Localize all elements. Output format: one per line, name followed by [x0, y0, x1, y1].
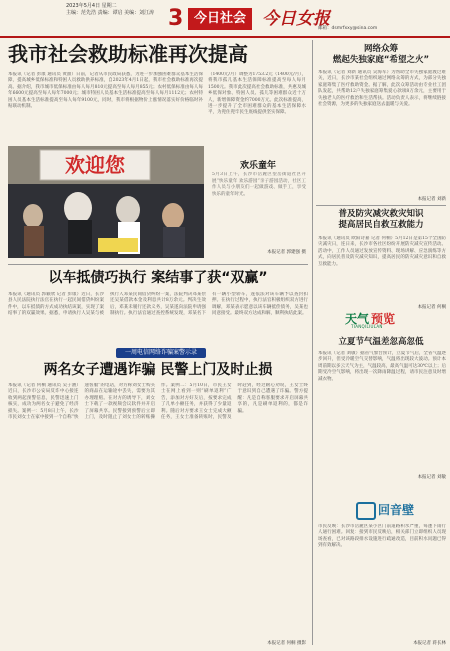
header-editors: 主编：范先浩 责编：谭启 美编：刘江涛 [66, 10, 155, 16]
echo-wall-text: 回音壁 [378, 503, 415, 517]
weather-byline: 本报记者 刘敏 [417, 475, 446, 480]
story2-headline: 以车抵债巧执行 案结事了获“双赢” [48, 270, 268, 286]
story3-headline: 两名女子遭遇诈骗 民警上门及时止损 [43, 362, 273, 378]
event-photo [8, 146, 204, 258]
weather-logo-part1: 天气 [345, 312, 370, 326]
weather-logo-part2: 预览 [371, 312, 396, 326]
right-story-a-byline: 本报记者 刘新 [417, 197, 446, 202]
echo-wall-icon [356, 502, 376, 520]
weather-logo [345, 310, 425, 332]
echo-wall-byline: 本报记者 蒋长林 [413, 641, 446, 646]
story1-lead: 本报讯（记者 彭康 通讯员 黄甜）日前，记者从市民政局获悉，为进一步加强困难群众基本生活保障，提高城乡低保标准和特困人员救助供养标准，自2023年4月1日起，我市社会救助标准再次提高。据介绍，我市城市低保标准由每人每月810元提高至每人每月855元；农村低保标准由每人每年6600元提高至每人每年7000元；城市特困人员基本生活标准提高至每人每月1112元；农村特困人员基本生活标准提高至每人每年9100元，同时，我市将根据物价上涨情况落实好价格临时补贴联动机制。 [8, 72, 203, 110]
photo-caption-title: 欢乐童年 [239, 161, 276, 171]
weather-body: 本报讯（记者 刘敏）据省气象台预计，立夏节气后，全省气温逐步回升，但受冷暖空气交替影响，气温将出现较大波动。预计本周前期以多云天气为主，气温较高，最高气温可达30℃以上；后期受冷空气影响，将出现一次降雨降温过程，请市民注意及时增减衣物。 [318, 351, 446, 382]
right-story-b-byline: 本报记者 何桐 [417, 305, 446, 310]
divider-right-b [316, 205, 446, 206]
event-photo-illustration [8, 146, 204, 258]
right-story-b-title2: 提高居民自救互救能力 [338, 220, 424, 230]
right-story-b-body: 本报讯（通讯员 欧阳诗嘉 记者 何桐）5月12日是第15个全国防灾减灾日，连日来，长沙市各社区纷纷开展防灾减灾宣传活动。活动中，工作人员通过发放宣传资料、现场讲解、应急演练等方式，向居民普及防灾减灾知识，提高居民的防灾减灾意识和自救互救能力。 [318, 236, 446, 267]
welcome-sign-text: 欢迎您 [65, 153, 125, 177]
divider-story2 [8, 264, 308, 265]
weather-headline: 立夏节气温差忽高忽低 [338, 337, 424, 347]
page-number: 3 [168, 6, 184, 31]
right-story-b-title1: 普及防灾减灾救灾知识 [338, 209, 424, 219]
story3-byline: 本报记者 何桐 摄影 [267, 641, 306, 646]
story1-headline: 我市社会救助标准再次提高 [8, 42, 248, 66]
story1-col3: （1400元/月）调整为1753.2元（1400元/月），将我市孤儿基本生活保障标准提高至每人每月1500元。我市此次提高社会救助标准，共惠及城乡低保对象、特困人员、孤儿等困难群众近十万人，新增保障资金约7000万元。此次标准提高，进一步提升了全市困难群众的基本生活保障水平，为兜住兜牢民生底线提供坚实保障。 [208, 72, 306, 116]
right-story-a-title1: 网络众筹 [363, 44, 398, 54]
photo-credit: 本报记者 郭建强 摄 [267, 250, 306, 255]
weather-logo-en: TIANQILIULAN [351, 324, 383, 329]
story3-body: 本报讯（记者 何桐 通讯员 吴子涵）近日，长沙市公安局反诈中心接连收到两起预警信息，民警迅速上门核实，成功为两名女子避免了经济损失。案例一：5月8日上午，长沙市民刘女士在家中接到一个自称“快递客服”的电话，对方称刘女士购买的商品在运输途中丢失，需要为其办理理赔。在对方的诱导下，刘女士下载了一款视频会议软件并开启了屏幕共享。民警接到预警后立即上门，及时阻止了刘女士的转账操作。案例二：5月10日，市民王女士在网上看到一则“刷单返利”广告，添加对方好友后，按要求完成了几单小额任务，并获得了少量返利。随后对方要求王女士完成大额任务，王女士准备转账时，民警及时赶到，经过耐心劝说，王女士终于意识到自己遭遇了诈骗。警方提醒：凡是自称客服要求开启屏幕共享的，凡是刷单返利的，都是诈骗。 [8, 383, 308, 421]
header-email: 邮箱：dsmrfxxy@sina.com [318, 26, 378, 31]
fraud-warning-banner: 一周电信网络诈骗案警示录 [116, 348, 206, 358]
right-story-a-body: 本报讯（记者 刘新 通讯员 吴海军）为帮助全市失独家庭渡过难关，近日，长沙市某社会组织通过网络众筹的方式，为部分失独家庭筹集了医疗救助资金。据了解，此次众筹活动由专业社工团队发起，共帮助12户失独家庭筹集爱心款项8万余元，主要用于失独老人的医疗救治和生活帮扶。活动负责人表示，将继续链接社会资源，为更多的失独家庭送去温暖与关爱。 [318, 70, 446, 108]
story2-body: 本报讯（通讯员 郭颖欣 记者 彭康）近日，长沙县人民法院执行法官在执行一起民间借贷纠纷案件中，以车抵债的方式成功执结该案，实现了案结事了的双赢效果。据悉，申请执行人吴某与被执行人邓某民间借贷纠纷一案，法院判决邓某偿还吴某借款本金及利息共计8万余元。判决生效后，邓某未履行还款义务，吴某遂向法院申请强制执行。执行法官通过查控系统发现，邓某名下有一辆小型轿车，遂依法对该车辆予以查封扣押。在执行过程中，执行法官积极组织双方进行调解，邓某表示愿意以该车辆抵偿债务，吴某也同意接受。最终双方达成和解，顺利执结此案。 [8, 292, 308, 317]
newspaper-logo: 今日女报 [262, 9, 330, 29]
photo-caption-text: 5月3日上午，长沙市岳麓区望岳街道社区开展“快乐童年 欢乐游园”亲子游园活动，社区工作人员与小朋友们一起做游戏、做手工，享受快乐的童年时光。 [212, 172, 306, 197]
column-divider [312, 40, 313, 645]
right-story-a-title2: 燃起失独家庭“希望之火” [332, 55, 430, 65]
echo-wall-body: 市民反映：长沙市岳麓区某小区门前道路积水严重，每逢下雨行人通行困难。回复：接到市民反映后，相关部门立即组织人员现场查看，已对该路段排水设施进行疏通改造，目前积水问题已得到有效解决。 [318, 524, 446, 549]
header-date: 2023年5月4日 星期二 [66, 3, 117, 9]
section-name: 今日社会 [188, 8, 252, 30]
echo-wall-logo [356, 500, 430, 518]
header-meta [66, 3, 154, 17]
